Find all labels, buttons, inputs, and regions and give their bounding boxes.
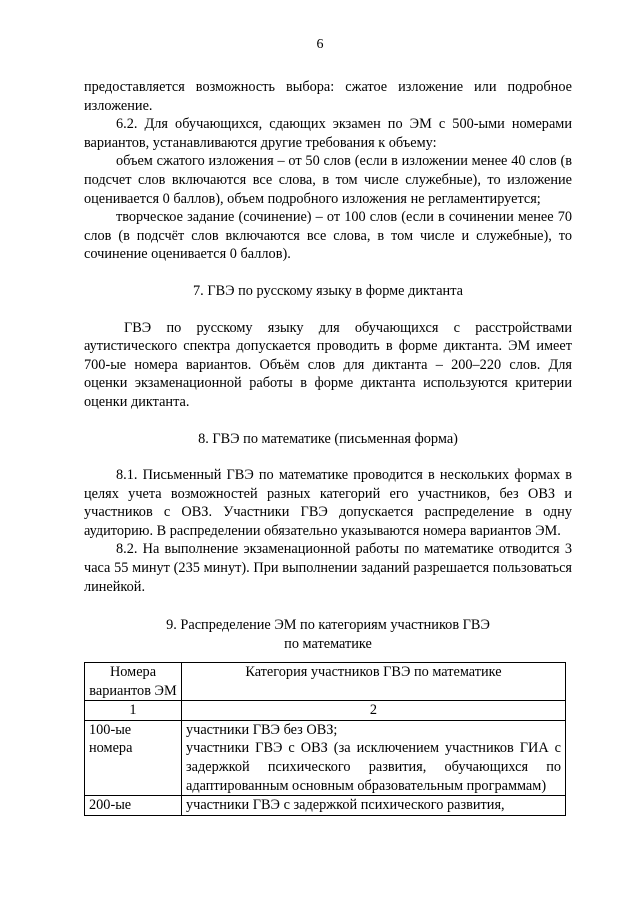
table-header-row <box>85 663 566 701</box>
table-cell <box>182 720 566 795</box>
paragraph: предоставляется возможность выбора: сжатое изложение или подробное изложение. <box>84 79 572 114</box>
table-number-row <box>85 701 566 721</box>
document-body <box>84 78 572 671</box>
table-cell: 200-ые <box>85 796 182 816</box>
section-heading-line: по математике <box>284 635 372 652</box>
table-cell: 2 <box>182 701 566 721</box>
paragraph: творческое задание (сочинение) – от 100 слов (если в сочинении менее 70 слов (в подсчёт слов включаются все слова, в том числе и служебные), то сочинение оценивается 0 баллов). <box>84 209 572 263</box>
paragraph: ГВЭ по русскому языку для обучающихся с расстройствами аутистического спектра допускается проводить в форме диктанта. ЭМ имеет 700-ые номера вариантов. Объём слов для диктанта – 200–220 слов. Для оценки экзаменационной работы в форме диктанта используются критерии оценки диктанта. <box>84 319 572 410</box>
section-heading <box>84 616 572 653</box>
table-header-cell: Категория участников ГВЭ по математике <box>182 663 566 701</box>
table-row <box>85 720 566 795</box>
paragraph: объем сжатого изложения – от 50 слов (если в изложении менее 40 слов (в подсчет слов включаются все слова, в том числе служебные), то изложение оценивается 0 баллов), объем подробного изложения не регламентируется; <box>84 153 572 207</box>
page-number: 6 <box>316 37 324 52</box>
table-row <box>85 796 566 816</box>
table-cell-line: участники ГВЭ с ОВЗ (за исключением участников ГИА с задержкой психического развития, обучающихся по адаптированным основным образовательным программам) <box>186 740 561 794</box>
section-heading: 7. ГВЭ по русскому языку в форме диктанта <box>193 282 463 299</box>
table-cell <box>182 796 566 816</box>
section-heading: 8. ГВЭ по математике (письменная форма) <box>198 430 458 447</box>
table-cell: 1 <box>85 701 182 721</box>
table-cell: 100-ые номера <box>85 720 182 795</box>
table-cell-line: участники ГВЭ без ОВЗ; <box>186 721 338 738</box>
paragraph: 8.2. На выполнение экзаменационной работы по математике отводится 3 часа 55 минут (235 минут). При выполнении заданий разрешается пользоваться линейкой. <box>84 541 572 595</box>
table-cell-line: участники ГВЭ с задержкой психического развития, <box>186 797 505 814</box>
distribution-table <box>84 662 566 816</box>
paragraph: 6.2. Для обучающихся, сдающих экзамен по ЭМ с 500-ыми номерами вариантов, устанавливаются другие требования к объему: <box>84 116 572 151</box>
table-header-cell: Номера вариантов ЭМ <box>85 663 182 701</box>
section-heading-line: 9. Распределение ЭМ по категориям участников ГВЭ <box>166 617 490 634</box>
paragraph: 8.1. Письменный ГВЭ по математике проводится в нескольких формах в целях учета возможностей разных категорий его участников, без ОВЗ и участников с ОВЗ. Участники ГВЭ допускается распределение в одну аудиторию. В распределении обязательно указываются номера вариантов ЭМ. <box>84 467 572 539</box>
